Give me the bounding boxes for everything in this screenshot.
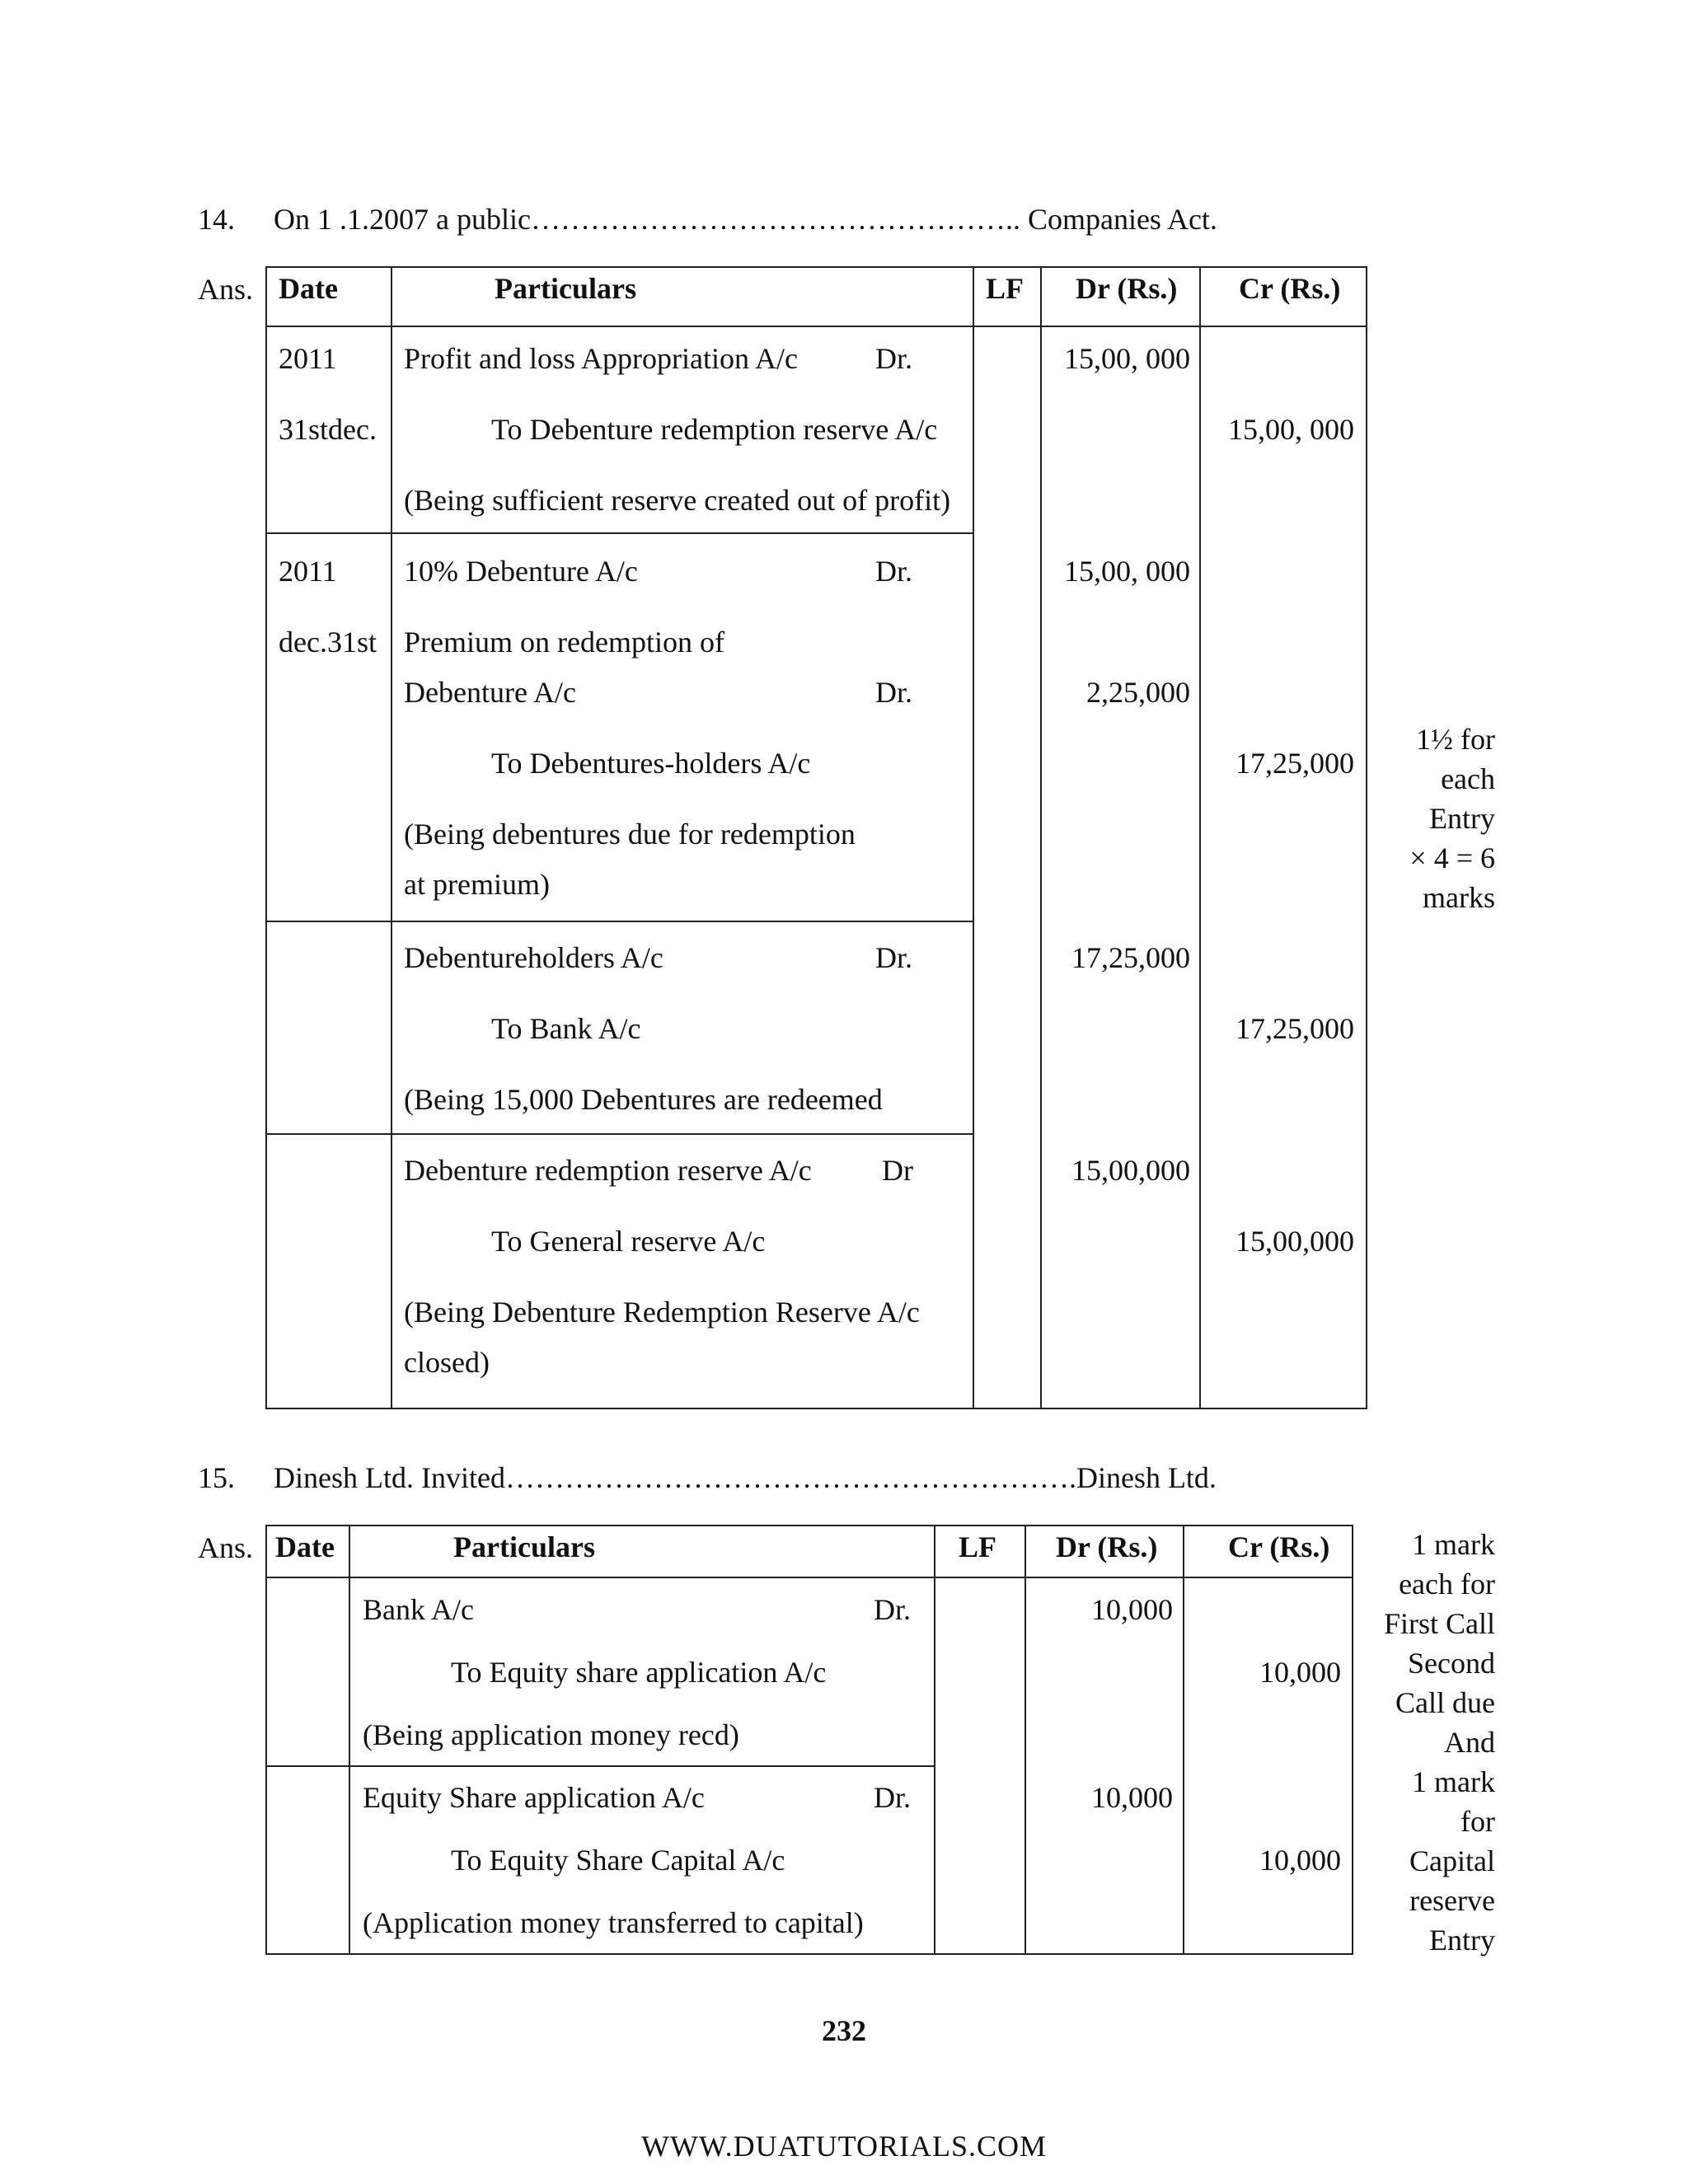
q15-question-text: Dinesh Ltd. Invited………………………………………………….Dinesh Ltd. [274, 1461, 1217, 1494]
q14-question-text: On 1 .1.2007 a public………………………………………….. Companies Act. [274, 203, 1217, 236]
credit-account: To Debentures-holders A/c [491, 747, 811, 780]
dr-mark: Dr. [874, 1593, 911, 1626]
cr-amount: 10,000 [1259, 1844, 1341, 1877]
narration-line2: at premium) [404, 868, 550, 901]
note-line: Second [1408, 1647, 1495, 1680]
q14-header-date: Date [279, 272, 338, 305]
credit-account: To Debenture redemption reserve A/c [491, 413, 938, 446]
dr-mark: Dr. [874, 1781, 911, 1814]
dr-amount: 15,00,000 [1071, 1154, 1190, 1187]
note-line: Entry [1429, 802, 1495, 835]
q15-header-lf: LF [959, 1530, 997, 1563]
note-line: marks [1423, 881, 1495, 914]
narration: (Being sufficient reserve created out of profit) [404, 484, 951, 517]
narration: (Application money transferred to capital) [363, 1906, 864, 1939]
debit-account: Equity Share application A/c [363, 1781, 705, 1814]
q14-header-dr: Dr (Rs.) [1076, 272, 1178, 305]
q15-marks-note [1352, 1525, 1495, 1960]
debit-account-2-line2: Debenture A/c [404, 676, 576, 709]
dr-amount: 10,000 [1091, 1781, 1173, 1814]
credit-account: To Equity share application A/c [451, 1656, 827, 1689]
q14-header-cr: Cr (Rs.) [1239, 272, 1341, 305]
dr-mark: Dr. [875, 342, 912, 375]
cr-amount: 17,25,000 [1236, 1012, 1354, 1045]
q15-number: 15. [198, 1461, 235, 1494]
narration: (Being 15,000 Debentures are redeemed [404, 1083, 883, 1116]
cr-amount: 15,00, 000 [1228, 413, 1354, 446]
note-line: × 4 = 6 [1409, 841, 1495, 874]
q15-header-cr: Cr (Rs.) [1228, 1530, 1330, 1563]
note-line: Capital [1409, 1844, 1495, 1877]
dr-mark: Dr. [875, 555, 912, 588]
note-line: 1 mark [1412, 1528, 1495, 1561]
cr-amount: 15,00,000 [1236, 1225, 1354, 1258]
note-line: reserve [1409, 1884, 1495, 1917]
narration-line1: (Being debentures due for redemption [404, 818, 856, 851]
q15-header-particulars: Particulars [453, 1530, 595, 1563]
dr-amount-2: 2,25,000 [1086, 676, 1190, 709]
entry-date-year: 2011 [279, 555, 337, 588]
q14-number: 14. [198, 203, 235, 236]
debit-account: Debentureholders A/c [404, 941, 663, 974]
credit-account: To Bank A/c [491, 1012, 641, 1045]
page-number: 232 [822, 2014, 866, 2047]
credit-account: To Equity Share Capital A/c [451, 1844, 785, 1877]
entry-date-year: 2011 [279, 342, 337, 375]
dr-amount: 10,000 [1091, 1593, 1173, 1626]
debit-account: Bank A/c [363, 1593, 474, 1626]
credit-account: To General reserve A/c [491, 1225, 766, 1258]
debit-account: Debenture redemption reserve A/c [404, 1154, 812, 1187]
q15-ans-label: Ans. [198, 1531, 254, 1564]
debit-account: Profit and loss Appropriation A/c [404, 342, 798, 375]
dr-amount: 15,00, 000 [1064, 342, 1190, 375]
note-line: Entry [1429, 1924, 1495, 1957]
q14-header-particulars: Particulars [495, 272, 636, 305]
entry-date-day: 31stdec. [279, 413, 377, 446]
narration-line1: (Being Debenture Redemption Reserve A/c [404, 1296, 920, 1329]
note-line: for [1461, 1805, 1495, 1838]
dr-mark-2: Dr. [875, 676, 912, 709]
dr-amount: 15,00, 000 [1064, 555, 1190, 588]
narration: (Being application money recd) [363, 1718, 739, 1751]
q15-header-dr: Dr (Rs.) [1056, 1530, 1158, 1563]
cr-amount: 17,25,000 [1236, 747, 1354, 780]
q14-header-lf: LF [986, 272, 1025, 305]
debit-account-2-line1: Premium on redemption of [404, 626, 724, 658]
q15-header-date: Date [275, 1530, 335, 1563]
dr-mark: Dr [882, 1154, 913, 1187]
note-line: each [1441, 762, 1495, 795]
note-line: And [1444, 1726, 1495, 1759]
note-line: Call due [1395, 1686, 1495, 1719]
site-footer: WWW.DUATUTORIALS.COM [641, 2130, 1047, 2163]
note-line: 1 mark [1412, 1765, 1495, 1798]
dr-amount: 17,25,000 [1071, 941, 1190, 974]
cr-amount: 10,000 [1259, 1656, 1341, 1689]
note-line: First Call [1383, 1607, 1495, 1640]
debit-account: 10% Debenture A/c [404, 555, 638, 588]
note-line: 1½ for [1416, 723, 1495, 756]
q14-marks-note [1368, 719, 1495, 917]
note-line: each for [1399, 1568, 1495, 1601]
entry-date-day: dec.31st [279, 626, 377, 658]
q14-ans-label: Ans. [198, 273, 254, 306]
dr-mark: Dr. [875, 941, 912, 974]
narration-line2: closed) [404, 1346, 490, 1379]
